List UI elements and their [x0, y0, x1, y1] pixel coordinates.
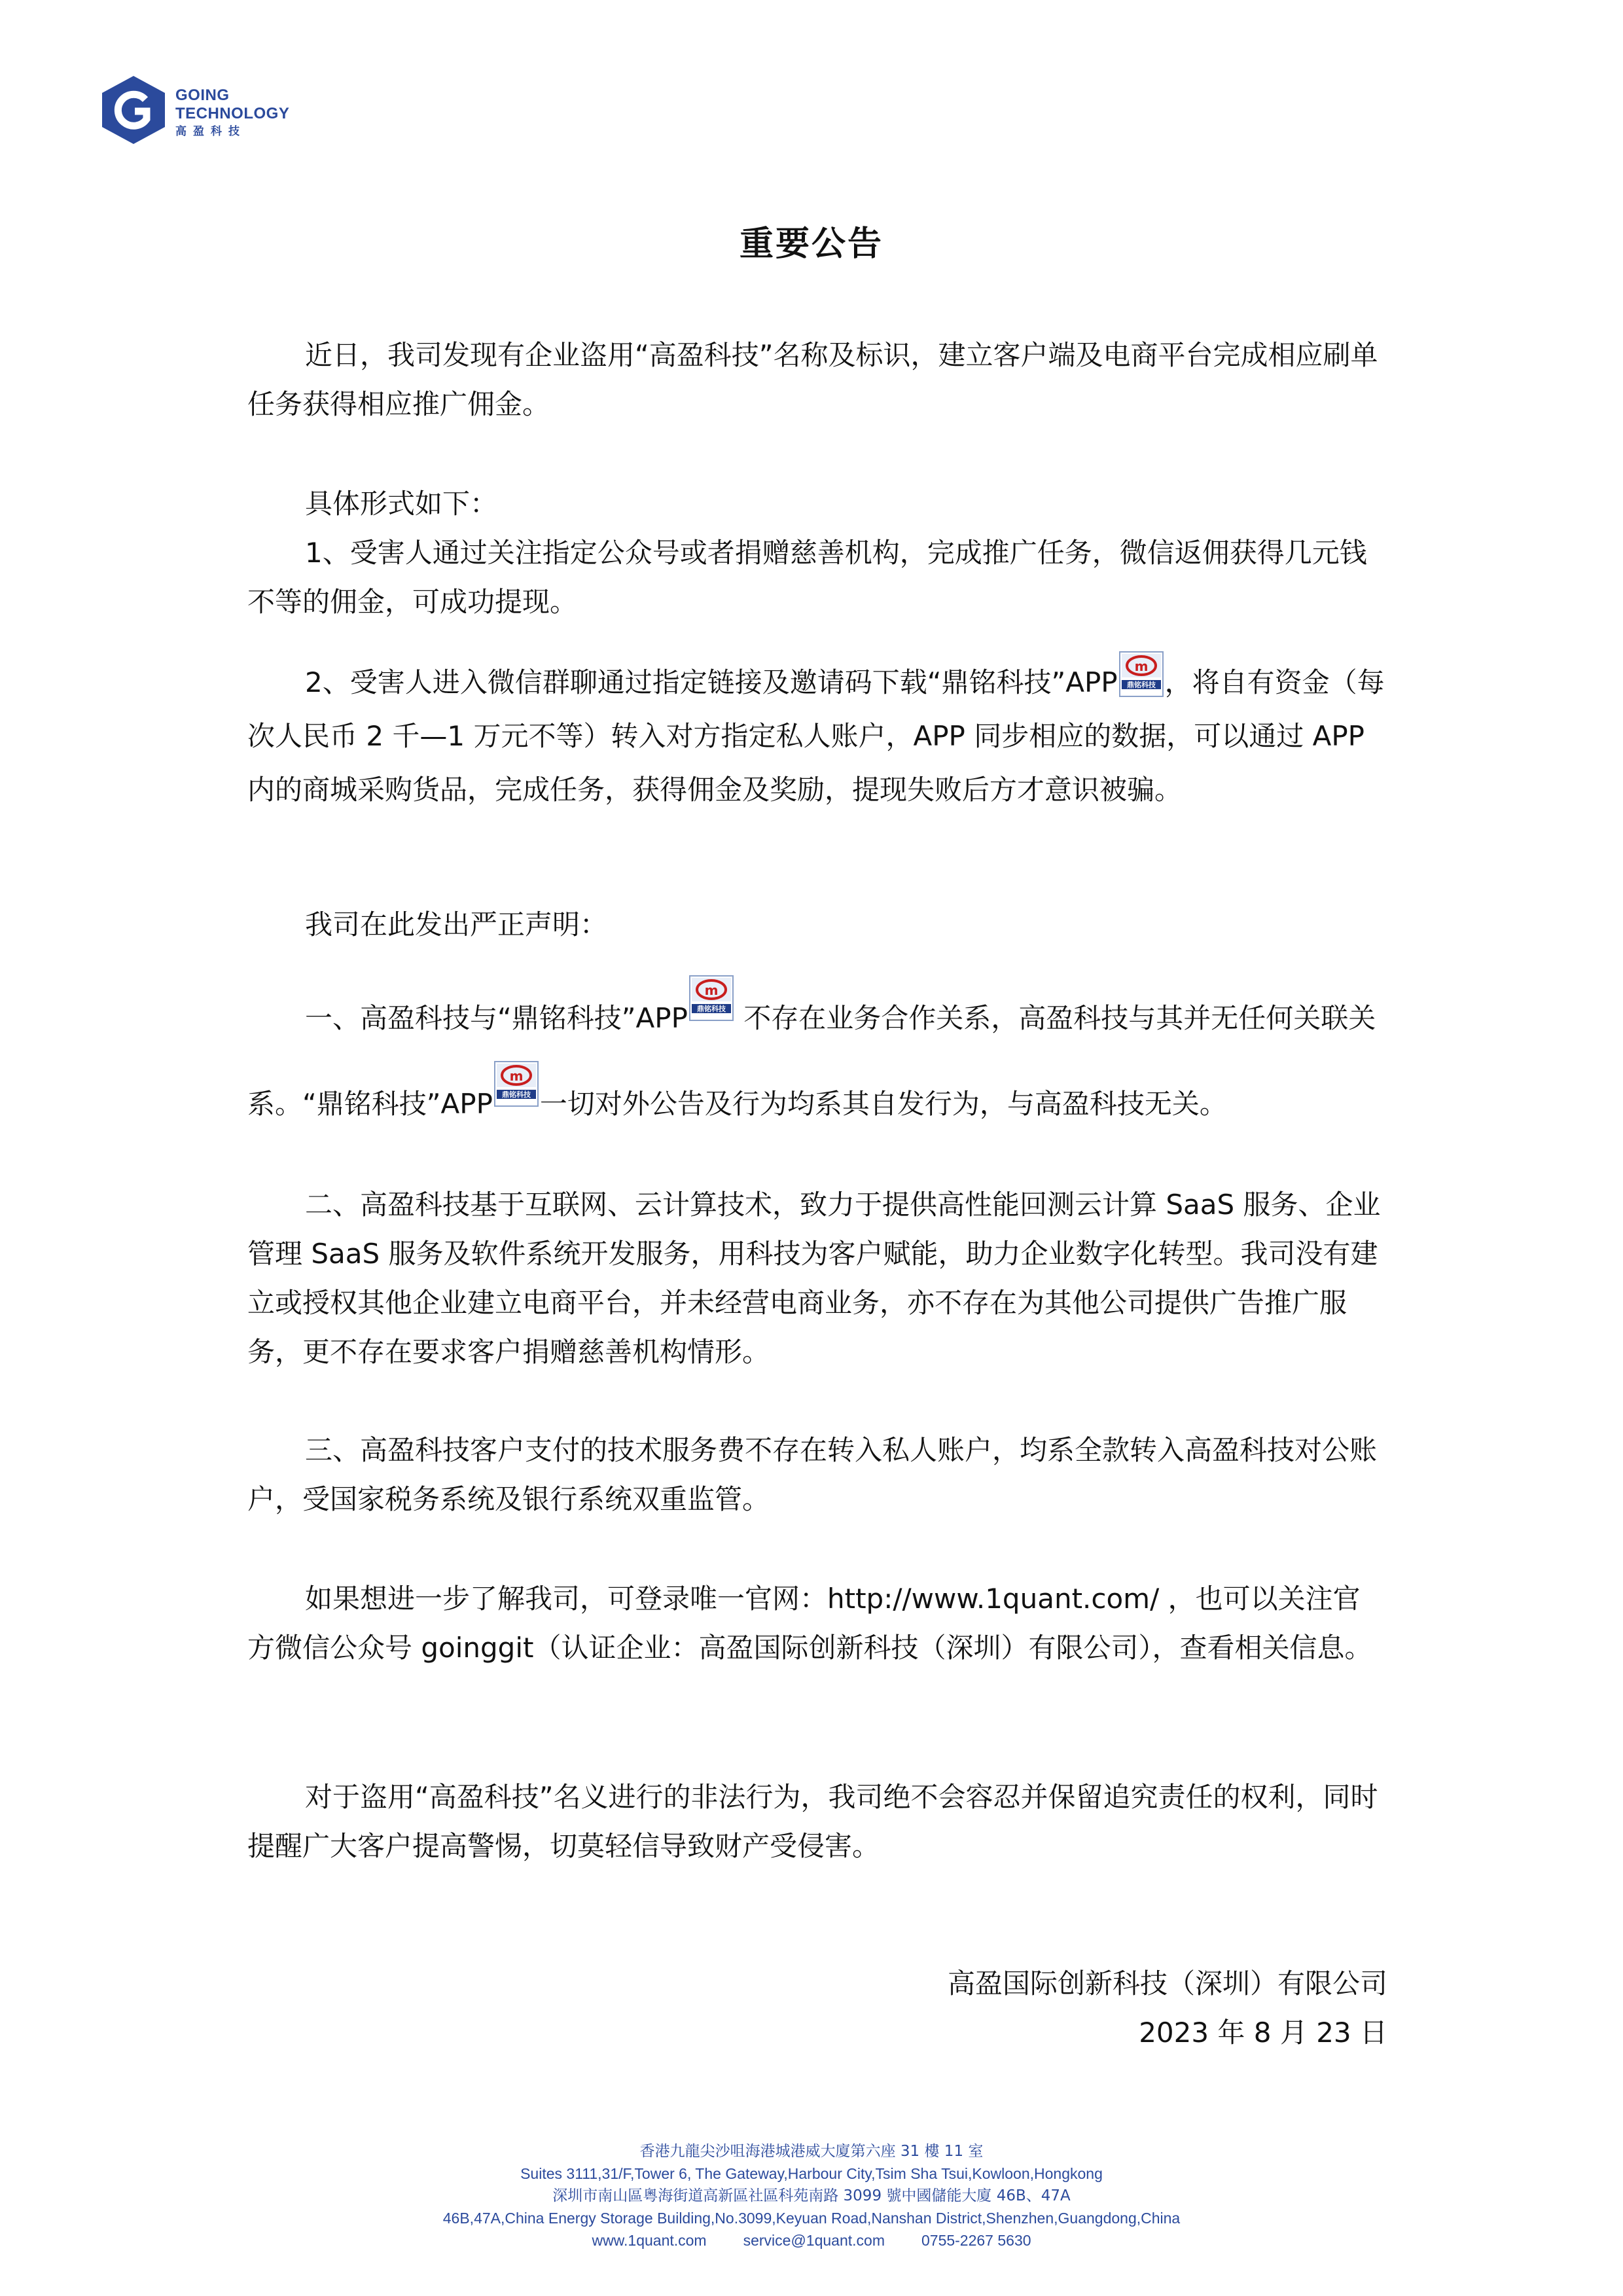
footer-hk-address-en: Suites 3111,31/F,Tower 6, The Gateway,Harbour City,Tsim Sha Tsui,Kowloon,Hongkong — [520, 2165, 1103, 2182]
warning-paragraph: 对于盗用“高盈科技”名义进行的非法行为，我司绝不会容忍并保留追究责任的权利，同时提醒广大客户提高警惕，切莫轻信导致财产受侵害。 — [247, 1781, 1378, 1862]
statement-item-3: 三、高盈科技客户支付的技术服务费不存在转入私人账户，均系全款转入高盈科技对公账户，受国家税务系统及银行系统双重监管。 — [247, 1434, 1378, 1515]
app-icon-label: 鼎铭科技 — [696, 1005, 726, 1013]
statement-item-2: 二、高盈科技基于互联网、云计算技术，致力于提供高性能回测云计算 SaaS 服务、企业管理 SaaS 服务及软件系统开发服务，用科技为客户赋能，助力企业数字化转型。我司没有建立或授权其他企业建立电商平台，并未经营电商业务，亦不存在为其他公司提供广告推广服务，更不存在要求客户捐赠慈善机构情形。 — [247, 1189, 1381, 1368]
dingming-app-icon — [1119, 651, 1164, 697]
signature-block — [948, 1959, 1387, 2057]
form-item-2 — [247, 651, 1386, 817]
company-logo — [98, 73, 321, 152]
footer-sz-address-en: 46B,47A,China Energy Storage Building,No.3099,Keyuan Road,Nanshan District,Shenzhen,Guangdong,China — [442, 2210, 1181, 2227]
signature-date: 2023 年 8 月 23 日 — [1139, 2017, 1387, 2049]
footer-sz-address-cn: 深圳市南山區粵海街道高新區社區科苑南路 3099 號中國儲能大廈 46B、47A — [552, 2187, 1071, 2204]
dingming-app-icon — [494, 1061, 539, 1107]
statement1-part3: 一切对外公告及行为均系其自发行为，与高盈科技无关。 — [539, 1088, 1227, 1120]
logo-brand-line2: TECHNOLOGY — [175, 105, 290, 122]
form2-text-after: ，将自有资金（每次人民币 2 千—1 万元不等）转入对方指定私人账户，APP 同步相应的数据，可以通过 APP 内的商城采购货品，完成任务，获得佣金及奖励，提现失败后方才意识被骗。 — [247, 666, 1385, 806]
form-item-1: 1、受害人通过关注指定公众号或者捐赠慈善机构，完成推广任务，微信返佣获得几元钱不等的佣金，可成功提现。 — [247, 537, 1367, 618]
more-info-paragraph: 如果想进一步了解我司，可登录唯一官网：http://www.1quant.com/ ，也可以关注官方微信公众号 goinggit（认证企业：高盈国际创新科技（深圳）有限公司），查看相关信息。 — [247, 1583, 1372, 1664]
footer-phone: 0755-2267 5630 — [921, 2232, 1031, 2249]
footer-hk-address-cn: 香港九龍尖沙咀海港城港威大廈第六座 31 樓 11 室 — [639, 2143, 984, 2160]
logo-brand-line1: GOING — [175, 86, 230, 104]
form2-text-before: 2、受害人进入微信群聊通过指定链接及邀请码下载“鼎铭科技”APP — [305, 666, 1118, 698]
page-footer — [0, 2140, 1623, 2251]
dingming-app-icon — [689, 975, 734, 1021]
going-logo-icon — [98, 73, 169, 147]
logo-brand-cn: 高盈科技 — [175, 125, 246, 137]
statement1-part2: 不存在业务合作关系，高盈科技与其并无任何关联关系。“鼎铭科技”APP — [247, 1002, 1376, 1120]
signature-company: 高盈国际创新科技（深圳）有限公司 — [947, 1967, 1387, 2000]
logo-wordmark — [175, 86, 289, 139]
statement-heading: 我司在此发出严正声明： — [305, 908, 608, 941]
intro-paragraph: 近日，我司发现有企业盗用“高盈科技”名称及标识，建立客户端及电商平台完成相应刷单任务获得相应推广佣金。 — [247, 339, 1378, 420]
svg-text:m: m — [509, 1068, 524, 1084]
svg-text:m: m — [1134, 658, 1149, 674]
footer-website-link[interactable]: www.1quant.com — [592, 2232, 707, 2249]
footer-contact — [0, 2229, 1623, 2251]
svg-text:m: m — [704, 982, 719, 998]
statement1-part1: 一、高盈科技与“鼎铭科技”APP — [305, 1002, 688, 1034]
forms-heading: 具体形式如下： — [305, 488, 498, 520]
app-icon-label: 鼎铭科技 — [501, 1090, 531, 1099]
app-icon-label: 鼎铭科技 — [1126, 681, 1156, 689]
statement-item-1 — [247, 975, 1386, 1147]
notice-title: 重要公告 — [739, 224, 883, 264]
footer-email-link[interactable]: service@1quant.com — [743, 2232, 885, 2249]
